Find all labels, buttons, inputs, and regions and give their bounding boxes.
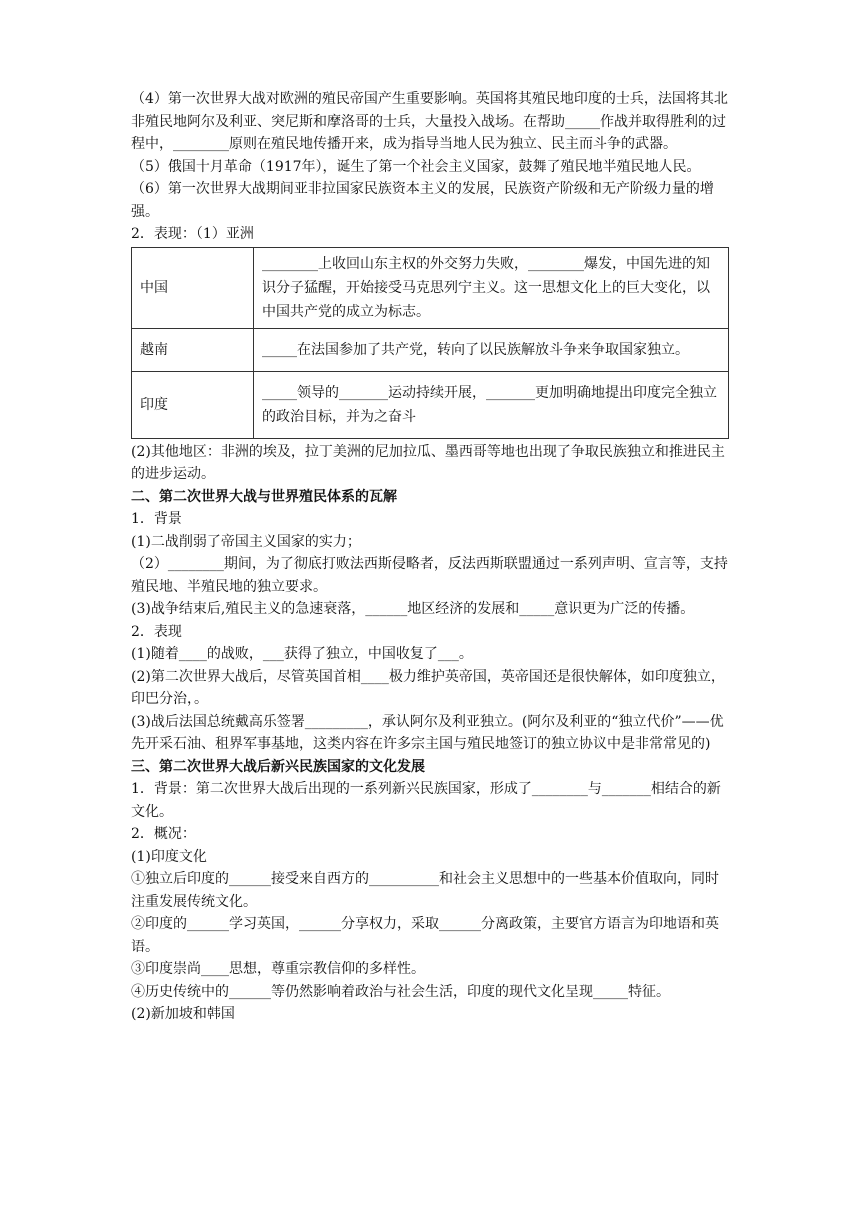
performance-heading-2: 2．表现 [131,623,182,640]
india-culture-heading: (1)印度文化 [131,848,207,865]
india-item-3: ③印度崇尚____思想，尊重宗教信仰的多样性。 [131,961,425,977]
other-regions-paragraph: (2)其他地区：非洲的埃及，拉丁美洲的尼加拉瓜、墨西哥等地也出现了争取民族独立和推进民主的进步运动。 [131,443,725,482]
performance-item-3: (3)战后法国总统戴高乐签署_________，承认阿尔及利亚独立。(阿尔及利亚的“独立代价”——优先开采石油、租界军事基地，这类内容在许多宗主国与殖民地签订的独立协议中是非常常见的) [131,713,724,752]
section-2-title: 二、第二次世界大战与世界殖民体系的瓦解 [131,488,397,505]
region-cell: 中国 [132,247,254,328]
india-item-1: ①独立后印度的______接受来自西方的__________和社会主义思想中的一些基本价值取向，同时注重发展传统文化。 [131,871,719,910]
table-row [132,328,729,371]
section-3-background: 1．背景：第二次世界大战后出现的一系列新兴民族国家，形成了________与_______相结合的新文化。 [131,781,721,820]
table-row [132,247,729,328]
cause-6-paragraph: （6）第一次世界大战期间亚非拉国家民族资本主义的发展，民族资产阶级和无产阶级力量的增强。 [131,181,714,220]
asia-table [131,247,729,439]
india-item-2: ②印度的______学习英国，______分享权力，采取______分离政策，主要官方语言为印地语和英语。 [131,916,719,955]
cause-4-paragraph: （4）第一次世界大战对欧洲的殖民帝国产生重要影响。英国将其殖民地印度的士兵，法国将其北非殖民地阿尔及利亚、突尼斯和摩洛哥的士兵，大量投入战场。在帮助_____作战并取得胜利的过程中，________原则在殖民地传播开来，成为指导当地人民为独立、民主而斗争的武器。 [131,91,728,152]
singapore-korea-heading: (2)新加坡和韩国 [131,1006,235,1022]
content-cell: _____领导的_______运动持续开展，_______更加明确地提出印度完全独立的政治目标，并为之奋斗 [254,371,729,438]
background-item-3: (3)战争结束后,殖民主义的急速衰落，______地区经济的发展和_____意识更为广泛的传播。 [131,601,695,617]
performance-item-1: (1)随着____的战败，___获得了独立，中国收复了___。 [131,646,473,662]
region-cell: 印度 [132,371,254,438]
overview-heading: 2．概况： [131,826,196,842]
content-cell: ________上收回山东主权的外交努力失败，________爆发，中国先进的知识分子猛醒，开始接受马克思列宁主义。这一思想文化上的巨大变化，以中国共产党的成立为标志。 [254,247,729,328]
document-page [131,88,731,1026]
performance-heading: 2．表现：（1）亚洲 [131,226,254,242]
background-item-1: (1)二战削弱了帝国主义国家的实力； [131,533,361,550]
performance-item-2: (2)第二次世界大战后，尽管英国首相____极力维护英帝国，英帝国还是很快解体，如印度独立，印巴分治，。 [131,668,725,707]
table-row [132,371,729,438]
region-cell: 越南 [132,328,254,371]
section-3-title: 三、第二次世界大战后新兴民族国家的文化发展 [131,758,425,775]
india-item-4: ④历史传统中的______等仍然影响着政治与社会生活，印度的现代文化呈现_____特征。 [131,983,670,1000]
background-item-2: （2）________期间，为了彻底打败法西斯侵略者，反法西斯联盟通过一系列声明、宣言等，支持殖民地、半殖民地的独立要求。 [131,556,728,595]
content-cell: _____在法国参加了共产党，转向了以民族解放斗争来争取国家独立。 [254,328,729,371]
cause-5-paragraph: （5）俄国十月革命（1917年），诞生了第一个社会主义国家，鼓舞了殖民地半殖民地人民。 [131,158,701,175]
background-heading: 1．背景 [131,511,182,527]
